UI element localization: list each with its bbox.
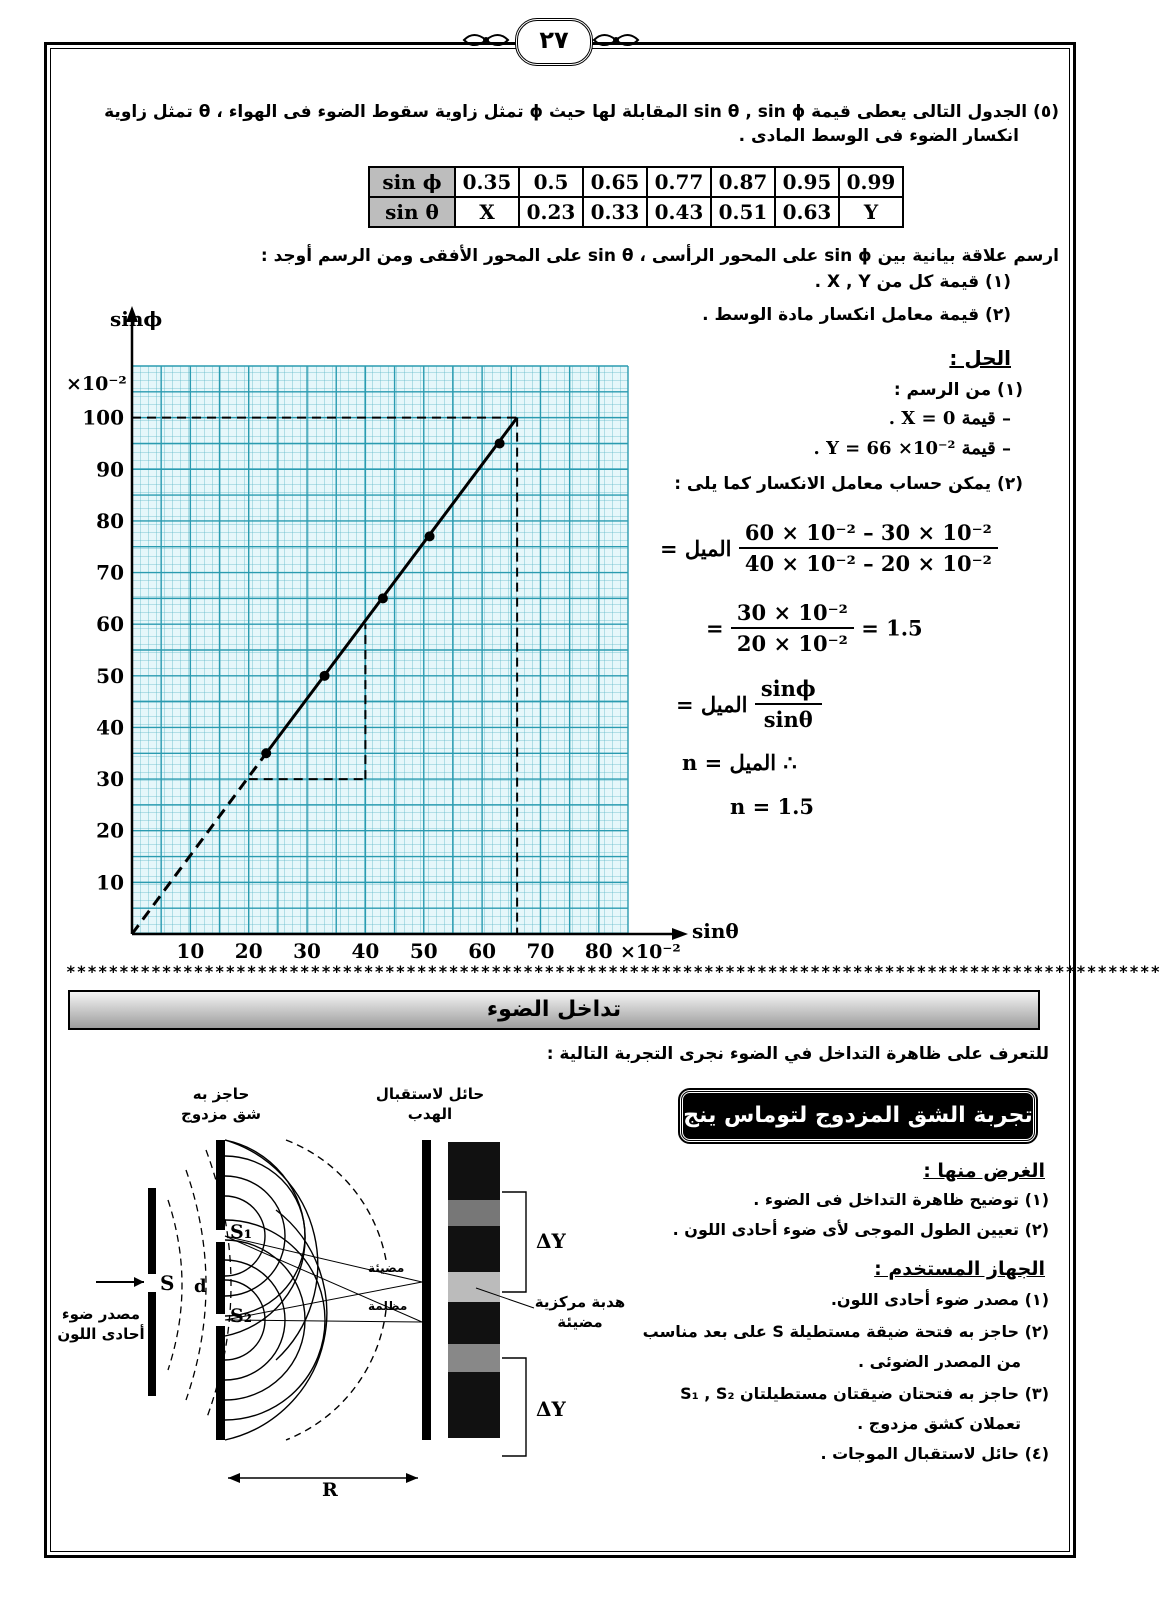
barrier-label	[176, 1084, 266, 1124]
fraction	[731, 600, 854, 656]
fraction-numerator: sinϕ	[755, 676, 822, 705]
fraction-denominator: 20 × 10⁻²	[736, 631, 848, 656]
slope-equation-1	[660, 520, 998, 576]
separator: *******************************************************************************************************	[66, 962, 1161, 981]
fraction	[739, 520, 998, 576]
x-tick-label: 50	[409, 939, 438, 963]
double-slit-diagram	[56, 1060, 616, 1500]
source-label	[56, 1304, 146, 1344]
label-s: S	[160, 1271, 175, 1295]
table-row	[369, 197, 903, 227]
data-point	[378, 593, 388, 603]
delta-y-bracket	[502, 1192, 526, 1292]
table-cell: 0.33	[583, 197, 647, 227]
purpose-heading: الغرض منها :	[923, 1160, 1045, 1182]
label-s1: S₁	[230, 1221, 253, 1243]
arrow-head-icon	[406, 1473, 418, 1483]
table-header-sinphi: sin ϕ	[369, 167, 455, 197]
x-tick-label: 10	[176, 939, 205, 963]
ornament-icon	[592, 30, 640, 50]
equals: =	[706, 615, 724, 641]
y-tick-label: 50	[96, 663, 124, 688]
question-intro-line2: انكسار الضوء فى الوسط المادى .	[738, 126, 1019, 146]
interference-waves	[225, 1140, 386, 1440]
label-bright: مضيئة	[368, 1261, 405, 1275]
table-cell: 0.77	[647, 167, 711, 197]
table-cell: 0.23	[519, 197, 583, 227]
table-cell: X	[455, 197, 519, 227]
table-cell: Y	[839, 197, 903, 227]
solution-heading: الحل :	[949, 346, 1011, 370]
y-tick-label: 90	[96, 457, 124, 482]
double-slit-barrier	[216, 1242, 225, 1314]
fraction-denominator: 40 × 10⁻² – 20 × 10⁻²	[744, 551, 992, 576]
table-cell: 0.35	[455, 167, 519, 197]
x-tick-label: 60	[468, 939, 497, 963]
solution-y-value: – قيمة Y = 66 ×10⁻² .	[813, 438, 1011, 459]
section-title: تداخل الضوء	[68, 990, 1040, 1030]
y-tick-label: 70	[96, 560, 124, 585]
solution-part1: (١) من الرسم :	[893, 380, 1023, 400]
barrier-label-line: حاجز به	[192, 1085, 250, 1103]
screen-label-line: حائل لاستقبال	[375, 1085, 485, 1103]
fraction-numerator: 60 × 10⁻² – 30 × 10⁻²	[739, 520, 998, 549]
screen-label-line: الهدب	[407, 1105, 453, 1123]
apparatus-heading: الجهاز المستخدم :	[874, 1258, 1045, 1280]
page-number: ٢٧	[515, 18, 593, 66]
requirement-2: (٢) قيمة معامل انكسار مادة الوسط .	[702, 305, 1011, 325]
double-slit-barrier	[216, 1326, 225, 1440]
slit-barrier	[148, 1188, 156, 1274]
table-row	[369, 167, 903, 197]
experiment-title: تجربة الشق المزدوج لتوماس ينج	[680, 1090, 1036, 1142]
table-cell: 0.43	[647, 197, 711, 227]
table-cell: 0.99	[839, 167, 903, 197]
data-point	[320, 671, 330, 681]
y-tick-label: 10	[96, 870, 124, 895]
x-tick-label: 80	[584, 939, 613, 963]
list-item: (٤) حائل لاستقبال الموجات .	[820, 1444, 1049, 1463]
table-cell: 0.65	[583, 167, 647, 197]
data-point	[261, 748, 271, 758]
x-multiplier: ×10⁻²	[620, 941, 681, 963]
y-tick-label: 100	[82, 405, 124, 430]
screen	[422, 1140, 431, 1440]
slope-label: الميل =	[660, 535, 732, 561]
data-table	[368, 166, 904, 228]
table-cell: 0.51	[711, 197, 775, 227]
arrow-head-icon	[228, 1473, 240, 1483]
slope-definition	[676, 676, 822, 732]
result: = 1.5	[861, 615, 923, 641]
label-delta-y: ΔY	[536, 1229, 566, 1253]
x-tick-label: 70	[526, 939, 555, 963]
label-r: R	[322, 1479, 338, 1501]
y-tick-label: 20	[96, 818, 124, 843]
list-item: من المصدر الضوئى .	[857, 1352, 1021, 1371]
y-tick-label: 80	[96, 508, 124, 533]
instruction: ارسم علاقة بيانية بين sin ϕ على المحور الرأسى ، sin θ على المحور الأفقى ومن الرسم أوجد :	[260, 246, 1059, 266]
delta-y-bracket	[502, 1358, 526, 1456]
screen-label	[370, 1084, 490, 1124]
label-s2: S₂	[230, 1305, 253, 1327]
central-fringe-label	[520, 1292, 640, 1332]
slope-equation-2	[706, 600, 923, 656]
label-dark: مظلمة	[368, 1299, 408, 1313]
x-tick-label: 20	[234, 939, 263, 963]
fraction-denominator: sinθ	[763, 707, 813, 732]
list-item: (٣) حاجز به فتحتان ضيقتان مستطيلتان S₁ , S₂	[680, 1384, 1049, 1403]
table-header-sintheta: sin θ	[369, 197, 455, 227]
list-item: تعملان كشق مزدوج .	[857, 1414, 1021, 1433]
barrier-label-line: شق مزدوج	[181, 1105, 261, 1123]
ornament-icon	[462, 30, 510, 50]
label-delta-y: ΔY	[536, 1397, 566, 1421]
requirement-1: (١) قيمة كل من X , Y .	[814, 272, 1011, 292]
list-item: (٢) حاجز به فتحة ضيقة مستطيلة S على بعد مناسب	[642, 1322, 1049, 1341]
table-cell: 0.63	[775, 197, 839, 227]
final-answer: n = 1.5	[730, 794, 815, 819]
solution-part2: (٢) يمكن حساب معامل الانكسار كما يلى :	[674, 474, 1023, 494]
fraction	[755, 676, 822, 732]
table-cell: 0.87	[711, 167, 775, 197]
section-intro: للتعرف على ظاهرة التداخل في الضوء نجرى التجربة التالية :	[546, 1044, 1049, 1064]
source-label-line: أحادى اللون	[57, 1325, 145, 1343]
central-fringe-label-line: مضيئة	[557, 1313, 603, 1331]
y-axis-label: sinϕ	[110, 307, 163, 331]
y-tick-label: 40	[96, 715, 124, 740]
question-intro	[66, 100, 1059, 148]
question-intro-line1: (٥) الجدول التالى يعطى قيمة sin θ , sin ϕ المقابلة لها حيث ϕ تمثل زاوية سقوط الضوء فى الهواء ، θ تمثل زاوية	[104, 102, 1059, 122]
arrow-head-icon	[134, 1277, 144, 1287]
list-item: (١) مصدر ضوء أحادى اللون.	[830, 1290, 1049, 1309]
solution-x-value: – قيمة X = 0 .	[888, 408, 1011, 429]
x-tick-label: 40	[351, 939, 380, 963]
slit-barrier	[148, 1292, 156, 1396]
fraction-numerator: 30 × 10⁻²	[731, 600, 854, 629]
slope-def-label: الميل =	[676, 691, 748, 717]
y-tick-label: 60	[96, 612, 124, 637]
therefore-line: ∴ الميل = n	[682, 750, 797, 775]
list-item: (١) توضيح ظاهرة التداخل فى الضوء .	[753, 1190, 1049, 1209]
list-item: (٢) تعيين الطول الموجى لأى ضوء أحادى اللون .	[672, 1220, 1049, 1239]
x-tick-label: 30	[293, 939, 321, 963]
source-label-line: مصدر ضوء	[61, 1305, 141, 1323]
x-axis-label: sinθ	[692, 919, 739, 943]
y-tick-label: 30	[96, 767, 124, 792]
central-fringe-label-line: هدبة مركزية	[534, 1293, 626, 1311]
y-multiplier: ×10⁻²	[66, 373, 127, 395]
fringe-pattern	[448, 1142, 500, 1438]
x-axis-arrow-icon	[672, 928, 688, 940]
label-d: d	[194, 1276, 207, 1297]
table-cell: 0.5	[519, 167, 583, 197]
data-point	[425, 531, 435, 541]
data-point	[495, 438, 505, 448]
table-cell: 0.95	[775, 167, 839, 197]
